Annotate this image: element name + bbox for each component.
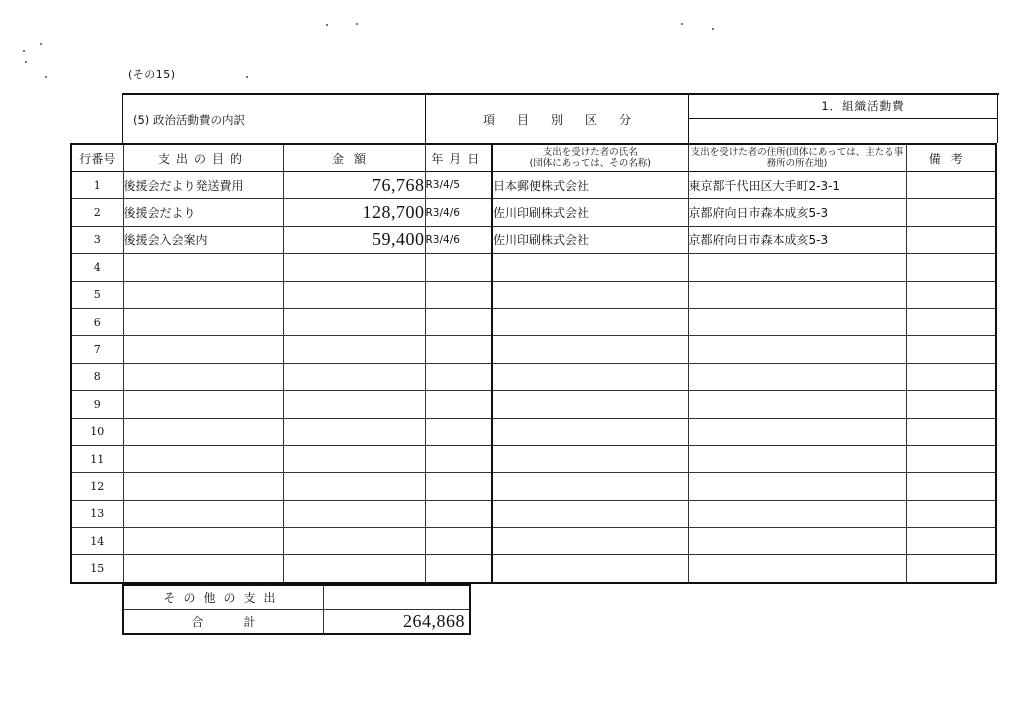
date-cell: R3/4/6 — [425, 226, 492, 253]
other-expenditure-row — [123, 585, 470, 610]
amount-cell — [283, 445, 425, 472]
note-cell — [906, 500, 996, 527]
address-cell — [688, 555, 906, 583]
section-title-cell — [122, 95, 426, 143]
purpose-cell — [123, 500, 283, 527]
address-cell — [688, 254, 906, 281]
date-cell: R3/4/6 — [425, 199, 492, 226]
amount-cell — [283, 281, 425, 308]
date-cell — [425, 363, 492, 390]
amount-cell — [283, 254, 425, 281]
address-cell — [688, 528, 906, 555]
page-label: (その15) — [128, 68, 176, 81]
total-row — [123, 610, 470, 635]
date-cell — [425, 500, 492, 527]
note-cell — [906, 363, 996, 390]
row-number: 11 — [71, 445, 123, 472]
date-cell — [425, 473, 492, 500]
table-row — [71, 391, 996, 418]
scan-speck — [23, 50, 25, 52]
item-category-label: 項目別区分 — [482, 112, 653, 127]
note-cell — [906, 391, 996, 418]
address-cell: 京都府向日市森本成亥5-3 — [688, 199, 906, 226]
payee-cell — [492, 555, 688, 583]
payee-cell — [492, 363, 688, 390]
purpose-cell — [123, 308, 283, 335]
date-cell — [425, 555, 492, 583]
table-row — [71, 418, 996, 445]
address-cell — [688, 473, 906, 500]
payee-cell — [492, 528, 688, 555]
scan-speck — [246, 76, 248, 78]
category-value: 1．組織活動費 — [821, 99, 905, 113]
col-header-payee-line2: (団体にあっては、その名称) — [529, 158, 651, 169]
amount-cell — [283, 418, 425, 445]
amount-cell: 128,700 — [283, 199, 425, 226]
purpose-cell — [123, 473, 283, 500]
amount-cell — [283, 555, 425, 583]
form-header — [122, 93, 999, 145]
address-cell — [688, 418, 906, 445]
scan-speck — [326, 24, 328, 26]
category-value-box — [689, 95, 997, 119]
table-row — [71, 528, 996, 555]
address-cell: 京都府向日市森本成亥5-3 — [688, 226, 906, 253]
purpose-cell — [123, 418, 283, 445]
payee-cell — [492, 500, 688, 527]
purpose-cell — [123, 445, 283, 472]
scan-speck — [25, 61, 27, 63]
table-row — [71, 254, 996, 281]
purpose-cell — [123, 254, 283, 281]
total-label: 合計 — [123, 610, 324, 635]
table-body — [71, 172, 996, 583]
payee-cell — [492, 254, 688, 281]
total-value: 264,868 — [324, 610, 471, 635]
purpose-cell: 後援会だより発送費用 — [123, 172, 283, 199]
address-cell — [688, 391, 906, 418]
purpose-cell — [123, 528, 283, 555]
date-cell — [425, 445, 492, 472]
table-row — [71, 308, 996, 335]
row-number: 13 — [71, 500, 123, 527]
row-number: 7 — [71, 336, 123, 363]
row-number: 3 — [71, 226, 123, 253]
row-number: 15 — [71, 555, 123, 583]
table-header-row — [71, 144, 996, 172]
table-row — [71, 281, 996, 308]
table-row — [71, 226, 996, 253]
amount-cell — [283, 528, 425, 555]
payee-cell — [492, 281, 688, 308]
date-cell — [425, 254, 492, 281]
other-expenditure-label: その他の支出 — [123, 585, 324, 610]
date-cell — [425, 281, 492, 308]
amount-cell — [283, 308, 425, 335]
date-cell: R3/4/5 — [425, 172, 492, 199]
date-cell — [425, 336, 492, 363]
expenditure-table — [70, 143, 997, 584]
scan-speck — [356, 23, 358, 25]
row-number: 5 — [71, 281, 123, 308]
table-row — [71, 555, 996, 583]
section-title: (5) 政治活動費の内訳 — [133, 113, 245, 127]
purpose-cell — [123, 281, 283, 308]
row-number: 9 — [71, 391, 123, 418]
note-cell — [906, 528, 996, 555]
totals-table — [122, 584, 471, 635]
col-header-amount: 金額 — [283, 144, 425, 172]
note-cell — [906, 254, 996, 281]
table-row — [71, 445, 996, 472]
row-number: 14 — [71, 528, 123, 555]
purpose-cell — [123, 555, 283, 583]
note-cell — [906, 199, 996, 226]
payee-cell — [492, 336, 688, 363]
note-cell — [906, 172, 996, 199]
note-cell — [906, 308, 996, 335]
purpose-cell — [123, 336, 283, 363]
amount-cell: 76,768 — [283, 172, 425, 199]
table-row — [71, 363, 996, 390]
table-row — [71, 500, 996, 527]
address-cell: 東京都千代田区大手町2-3-1 — [688, 172, 906, 199]
col-header-purpose: 支出の目的 — [123, 144, 283, 172]
col-header-payee — [492, 144, 688, 172]
purpose-cell — [123, 363, 283, 390]
note-cell — [906, 555, 996, 583]
address-cell — [688, 363, 906, 390]
payee-cell — [492, 445, 688, 472]
row-number: 8 — [71, 363, 123, 390]
amount-cell — [283, 336, 425, 363]
category-value-cell — [689, 95, 998, 143]
col-header-note: 備考 — [906, 144, 996, 172]
address-cell — [688, 445, 906, 472]
payee-cell — [492, 308, 688, 335]
amount-cell — [283, 500, 425, 527]
note-cell — [906, 418, 996, 445]
payee-cell: 日本郵便株式会社 — [492, 172, 688, 199]
table-row — [71, 473, 996, 500]
row-number: 2 — [71, 199, 123, 226]
note-cell — [906, 445, 996, 472]
payee-cell — [492, 473, 688, 500]
scan-speck — [40, 43, 42, 45]
date-cell — [425, 308, 492, 335]
note-cell — [906, 226, 996, 253]
amount-cell — [283, 473, 425, 500]
purpose-cell: 後援会だより — [123, 199, 283, 226]
row-number: 12 — [71, 473, 123, 500]
payee-cell — [492, 391, 688, 418]
payee-cell: 佐川印刷株式会社 — [492, 199, 688, 226]
item-category-cell — [426, 95, 689, 143]
scan-speck — [45, 76, 47, 78]
purpose-cell: 後援会入会案内 — [123, 226, 283, 253]
col-header-address: 支出を受けた者の住所(団体にあっては、主たる事務所の所在地) — [688, 144, 906, 172]
payee-cell — [492, 418, 688, 445]
date-cell — [425, 391, 492, 418]
row-number: 4 — [71, 254, 123, 281]
amount-cell: 59,400 — [283, 226, 425, 253]
note-cell — [906, 473, 996, 500]
note-cell — [906, 336, 996, 363]
row-number: 6 — [71, 308, 123, 335]
amount-cell — [283, 391, 425, 418]
address-cell — [688, 308, 906, 335]
other-expenditure-value — [324, 585, 471, 610]
col-header-date: 年月日 — [425, 144, 492, 172]
purpose-cell — [123, 391, 283, 418]
scan-speck — [712, 28, 714, 30]
table-row — [71, 172, 996, 199]
address-cell — [688, 281, 906, 308]
col-header-row-no: 行番号 — [71, 144, 123, 172]
scan-speck — [681, 23, 683, 25]
table-row — [71, 199, 996, 226]
date-cell — [425, 528, 492, 555]
col-header-payee-line1: 支出を受けた者の氏名 — [542, 147, 638, 158]
date-cell — [425, 418, 492, 445]
table-row — [71, 336, 996, 363]
address-cell — [688, 336, 906, 363]
note-cell — [906, 281, 996, 308]
amount-cell — [283, 363, 425, 390]
row-number: 1 — [71, 172, 123, 199]
payee-cell: 佐川印刷株式会社 — [492, 226, 688, 253]
row-number: 10 — [71, 418, 123, 445]
address-cell — [688, 500, 906, 527]
